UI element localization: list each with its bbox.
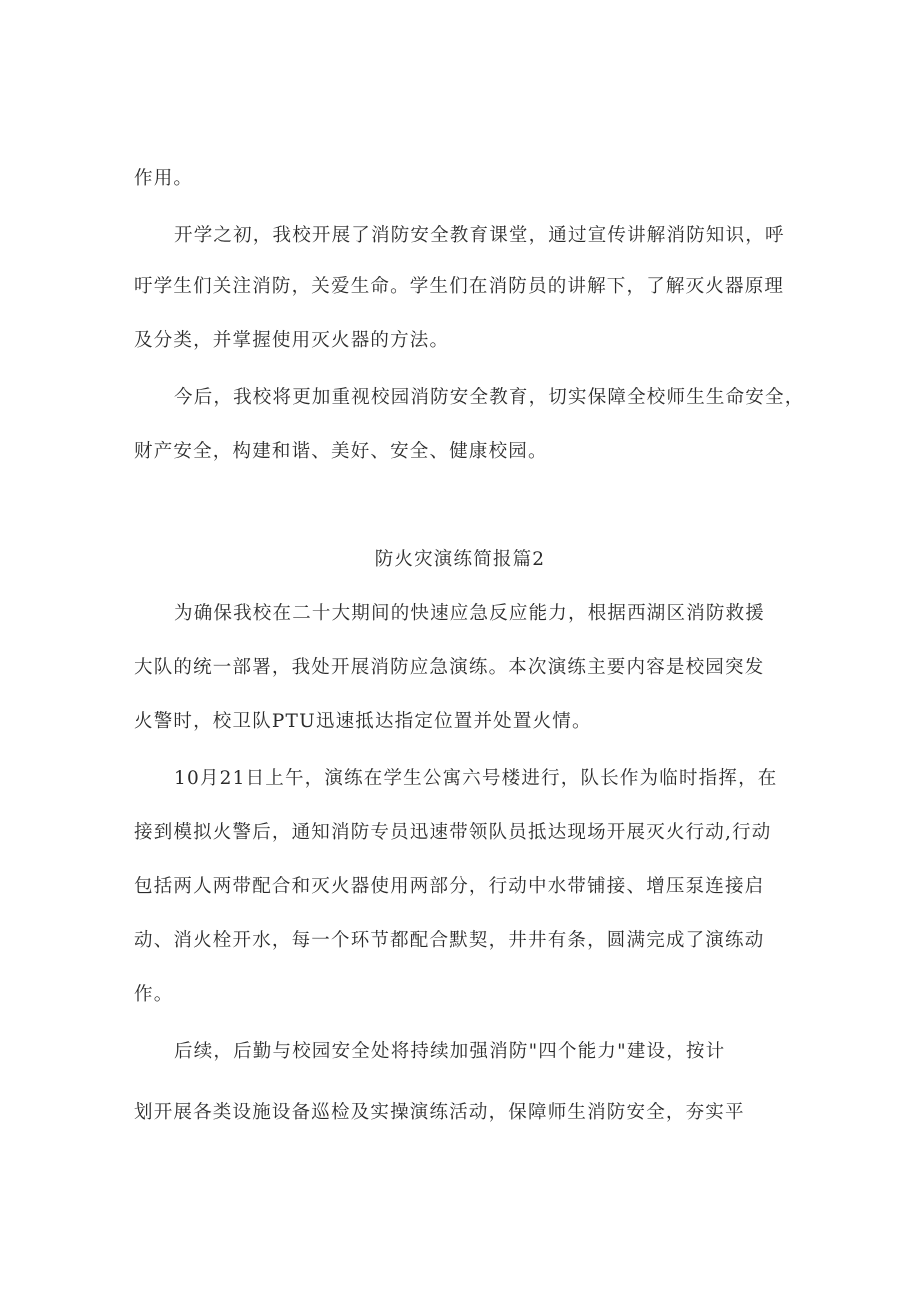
paragraph-line: 动、消火栓开水，每一个环节都配合默契，井井有条，圆满完成了演练动 bbox=[134, 930, 765, 951]
section-title: 防火灾演练简报篇2 bbox=[374, 549, 546, 570]
paragraph-line: 包括两人两带配合和灭火器使用两部分，行动中水带铺接、增压泵连接启 bbox=[134, 876, 765, 897]
paragraph-line: 为确保我校在二十大期间的快速应急反应能力，根据西湖区消防救援 bbox=[174, 603, 766, 624]
paragraph-line: 财产安全，构建和谐、美好、安全、健康校园。 bbox=[134, 441, 548, 462]
paragraph-line: 划开展各类设施设备巡检及实操演练活动，保障师生消防安全，夯实平 bbox=[134, 1102, 745, 1123]
paragraph-line: 及分类，并掌握使用灭火器的方法。 bbox=[134, 330, 450, 351]
paragraph-line: 后续，后勤与校园安全处将持续加强消防"四个能力"建设，按计 bbox=[174, 1041, 726, 1062]
paragraph-line: 吁学生们关注消防，关爱生命。学生们在消防员的讲解下，了解灭火器原理 bbox=[134, 276, 785, 297]
paragraph-line: 接到模拟火警后，通知消防专员迅速带领队员抵达现场开展灭火行动,行动 bbox=[134, 822, 772, 843]
paragraph-line: 作。 bbox=[134, 984, 174, 1005]
paragraph-line: 作用。 bbox=[134, 168, 194, 189]
paragraph-line: 开学之初，我校开展了消防安全教育课堂，通过宣传讲解消防知识，呼 bbox=[174, 225, 785, 246]
paragraph-line: 大队的统一部署，我处开展消防应急演练。本次演练主要内容是校园突发 bbox=[134, 657, 765, 678]
paragraph-line: 火警时，校卫队PTU迅速抵达指定位置并处置火情。 bbox=[134, 711, 592, 732]
paragraph-line: 今后，我校将更加重视校园消防安全教育，切实保障全校师生生命安全， bbox=[174, 387, 805, 408]
paragraph-line: 10月21日上午，演练在学生公寓六号楼进行，队长作为临时指挥，在 bbox=[174, 768, 778, 789]
